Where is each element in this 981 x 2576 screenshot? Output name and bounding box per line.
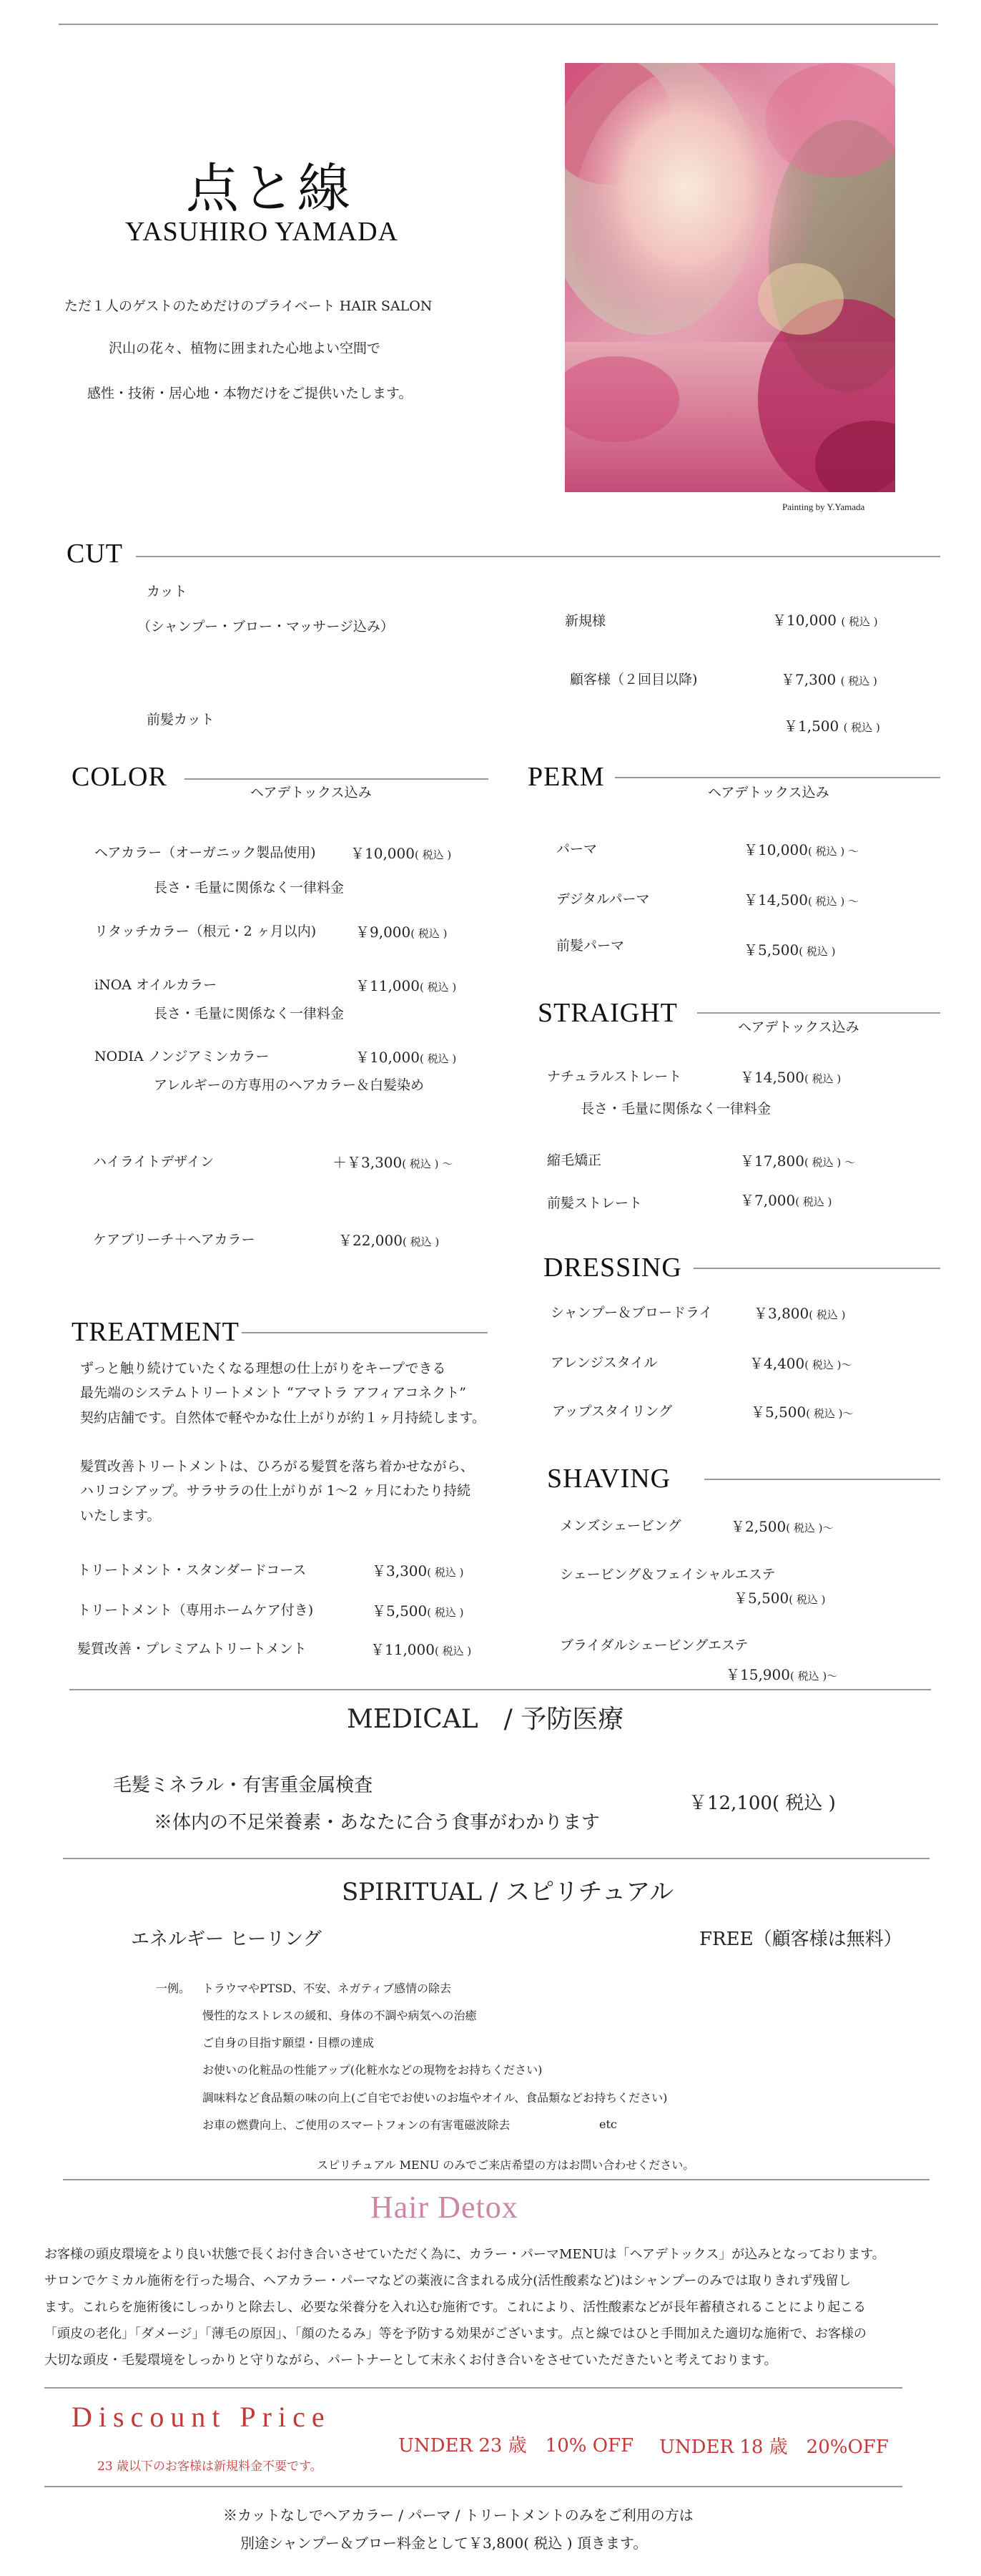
treatment-item-price: ￥5,500( 税込 ) [372, 1602, 464, 1620]
straight-item: 縮毛矯正 [547, 1152, 602, 1168]
salon-subtitle: YASUHIRO YAMADA [125, 217, 399, 247]
straight-item-price: ￥14,500( 税込 ) [740, 1069, 842, 1086]
straight-heading: STRAIGHT [538, 998, 678, 1028]
treatment-item: トリートメント・スタンダードコース [77, 1562, 307, 1578]
treatment-text: 髪質改善トリートメントは、ひろがる髪質を落ち着かせながら、 [80, 1459, 474, 1474]
color-item-price: ￥10,000( 税込 ) [355, 1049, 457, 1066]
shaving-heading: SHAVING [547, 1464, 671, 1494]
color-heading: COLOR [72, 762, 167, 792]
dressing-item-price: ￥5,500( 税込 )〜 [751, 1404, 854, 1421]
treatment-item-price: ￥3,300( 税込 ) [372, 1562, 464, 1580]
color-item: リタッチカラー（根元・2 ヶ月以内) [94, 924, 317, 939]
medical-divider [69, 1689, 931, 1690]
detox-top-divider [63, 2179, 930, 2180]
medical-note: ※体内の不足栄養素・あなたに合う食事がわかります [154, 1812, 601, 1833]
shaving-item-price: ￥15,900( 税込 )〜 [726, 1666, 838, 1683]
painting-credit: Painting by Y.Yamada [782, 501, 865, 512]
treatment-item-price: ￥11,000( 税込 ) [370, 1641, 472, 1658]
intro-line-3: 感性・技術・居心地・本物だけをご提供いたします。 [87, 386, 413, 401]
medical-item: 毛髪ミネラル・有害重金属検査 [113, 1775, 373, 1796]
straight-item-price: ￥17,800( 税込 ) 〜 [740, 1152, 855, 1170]
perm-heading: PERM [528, 762, 605, 792]
medical-heading: MEDICAL / 予防医療 [347, 1705, 624, 1734]
medical-price: ￥12,100( 税込 ) [689, 1793, 836, 1814]
straight-item: ナチュラルストレート [547, 1069, 682, 1084]
detox-text: 大切な頭皮・毛髪環境をしっかりと守りながら、パートナーとして末永くお付き合いをさせていただきたいと考えております。 [44, 2353, 777, 2368]
spiritual-example: お使いの化粧品の性能アップ(化粧水などの現物をお持ちください) [202, 2063, 543, 2077]
intro-line-2: 沢山の花々、植物に囲まれた心地よい空間で [109, 341, 381, 356]
spiritual-divider [63, 1858, 930, 1859]
shaving-item: シェービング＆フェイシャルエステ [560, 1567, 776, 1582]
cut-heading: CUT [66, 539, 123, 569]
color-item-price: ￥10,000( 税込 ) [350, 845, 452, 862]
cut-divider [136, 556, 940, 557]
spiritual-heading: SPIRITUAL / スピリチュアル [342, 1878, 674, 1906]
cut-item-label: カット [147, 584, 187, 599]
detox-text: ます。これらを施術後にしっかりと除去し、必要な栄養分を入れ込む施術です。これにより、活性酸素などが長年蓄積されることにより起こる [44, 2300, 867, 2315]
spiritual-item: エネルギー ヒーリング [131, 1929, 322, 1950]
straight-divider [697, 1012, 940, 1014]
color-item: ヘアカラー（オーガニック製品使用) [94, 845, 316, 861]
straight-detox-note: ヘアデトックス込み [738, 1019, 859, 1035]
treatment-text: ハリコシアップ。サラサラの仕上がりが 1〜2 ヶ月にわたり持続 [80, 1483, 471, 1499]
perm-item-price: ￥14,500( 税込 ) 〜 [744, 891, 859, 909]
spiritual-example-label: 一例。 [156, 1982, 191, 1995]
straight-item: 前髪ストレート [547, 1195, 643, 1211]
perm-item: デジタルパーマ [556, 891, 650, 907]
color-item-note: 長さ・毛量に関係なく一律料金 [154, 1006, 345, 1022]
perm-item: 前髪パーマ [556, 938, 625, 954]
treatment-item: トリートメント（専用ホームケア付き) [77, 1602, 314, 1618]
detox-text: 「頭皮の老化」「ダメージ」「薄毛の原因」、「顔のたるみ」等を予防する効果がございます。点と線ではひと手間加えた適切な施術で、お客様の [44, 2326, 867, 2341]
straight-item-note: 長さ・毛量に関係なく一律料金 [581, 1101, 772, 1117]
detox-text: サロンでケミカル施術を行った場合、ヘアカラー・パーマなどの薬液に含まれる成分(活性酸素など)はシャンプーのみでは取りきれず残留し [44, 2273, 852, 2288]
painting-image [565, 63, 895, 492]
cut-new-label: 新規様 [565, 613, 606, 629]
dressing-item-price: ￥4,400( 税込 )〜 [749, 1355, 852, 1372]
footer-line-2: 別途シャンプー＆ブロー料金として￥3,800( 税込 ) 頂きます。 [240, 2535, 648, 2552]
discount-under23: UNDER 23 歳 10% OFF [398, 2435, 634, 2457]
hair-detox-heading: Hair Detox [370, 2190, 518, 2225]
spiritual-footer: スピリチュアル MENU のみでご来店希望の方はお問い合わせください。 [317, 2158, 695, 2172]
color-item-price: ￥22,000( 税込 ) [338, 1232, 440, 1249]
color-item: ハイライトデザイン [93, 1154, 215, 1170]
cut-item-note: （シャンプー・ブロー・マッサージ込み） [137, 619, 394, 635]
cut-repeat-price: ￥7,300 ( 税込 ) [781, 671, 877, 688]
perm-item-price: ￥5,500( 税込 ) [744, 941, 836, 959]
color-item: iNOA オイルカラー [94, 977, 217, 993]
shaving-item-price: ￥2,500( 税込 )〜 [731, 1518, 834, 1535]
spiritual-example: ご自身の目指す願望・目標の達成 [202, 2036, 375, 2049]
spiritual-example: 調味料など食品類の味の向上(ご自宅でお使いのお塩やオイル、食品類などお持ちください) [202, 2091, 668, 2105]
treatment-text: 契約店舗です。自然体で軽やかな仕上がりが約１ヶ月持続します。 [80, 1410, 485, 1426]
color-item-price: ￥11,000( 税込 ) [355, 977, 457, 994]
spiritual-example: お車の燃費向上、ご使用のスマートフォンの有害電磁波除去 [202, 2118, 511, 2132]
color-item: ケアブリーチ＋ヘアカラー [93, 1232, 255, 1248]
cut-bangs-price: ￥1,500 ( 税込 ) [784, 718, 880, 735]
treatment-heading: TREATMENT [72, 1317, 240, 1347]
dressing-heading: DRESSING [543, 1253, 682, 1283]
spiritual-example: 慢性的なストレスの緩和、身体の不調や病気への治癒 [202, 2009, 477, 2022]
discount-under18: UNDER 18 歳 20%OFF [659, 2437, 889, 2458]
color-item: NODIA ノンジアミンカラー [94, 1049, 270, 1064]
dressing-item: アレンジスタイル [551, 1355, 658, 1371]
treatment-text: 最先端のシステムトリートメント “アマトラ アフィアコネクト” [80, 1385, 466, 1401]
color-detox-note: ヘアデトックス込み [250, 785, 372, 800]
treatment-item: 髪質改善・プレミアムトリートメント [77, 1641, 307, 1657]
salon-title: 点と線 [186, 158, 353, 220]
shaving-divider [704, 1479, 940, 1480]
dressing-item-price: ￥3,800( 税込 ) [754, 1305, 846, 1322]
color-item-note: アレルギーの方専用のヘアカラー＆白髪染め [154, 1077, 425, 1093]
cut-bangs-label: 前髪カット [147, 712, 215, 728]
detox-text: お客様の頭皮環境をより良い状態で長くお付き合いさせていただく為に、カラー・パーマMENUは「ヘアデトックス」が込みとなっております。 [44, 2247, 885, 2262]
straight-item-price: ￥7,000( 税込 ) [740, 1192, 832, 1209]
dressing-item: シャンプー＆ブロードライ [551, 1305, 713, 1321]
color-item-price: ＋￥3,300( 税込 ) 〜 [332, 1154, 453, 1171]
dressing-item: アップスタイリング [552, 1404, 673, 1419]
color-item-note: 長さ・毛量に関係なく一律料金 [154, 880, 345, 896]
cut-new-price: ￥10,000 ( 税込 ) [772, 612, 878, 629]
dressing-divider [694, 1268, 940, 1269]
perm-item: パーマ [556, 841, 598, 857]
color-item-price: ￥9,000( 税込 ) [355, 924, 448, 941]
shaving-item-price: ￥5,500( 税込 ) [734, 1590, 826, 1607]
shaving-item: ブライダルシェービングエステ [560, 1637, 749, 1653]
top-divider [59, 24, 938, 25]
intro-line-1: ただ１人のゲストのためだけのプライベート HAIR SALON [64, 298, 433, 314]
spiritual-price: FREE（顧客様は無料） [699, 1929, 902, 1950]
footer-line-1: ※カットなしでヘアカラー / パーマ / トリートメントのみをご利用の方は [223, 2507, 694, 2524]
discount-note: 23 歳以下のお客様は新規料金不要です。 [97, 2459, 322, 2474]
shaving-item: メンズシェービング [560, 1518, 681, 1534]
discount-heading: Discount Price [72, 2401, 331, 2433]
spiritual-etc: etc [599, 2117, 617, 2131]
treatment-text: いたします。 [80, 1508, 161, 1524]
cut-repeat-label: 顧客様（２回目以降) [570, 672, 698, 687]
treatment-text: ずっと触り続けていたくなる理想の仕上がりをキープできる [80, 1361, 446, 1376]
treatment-divider [242, 1332, 488, 1333]
perm-divider [615, 777, 940, 778]
spiritual-example: トラウマやPTSD、不安、ネガティブ感情の除去 [202, 1982, 451, 1995]
color-divider [184, 778, 488, 780]
perm-item-price: ￥10,000( 税込 ) 〜 [744, 841, 859, 858]
discount-bottom-divider [44, 2486, 902, 2487]
discount-top-divider [44, 2387, 902, 2389]
perm-detox-note: ヘアデトックス込み [708, 785, 829, 800]
